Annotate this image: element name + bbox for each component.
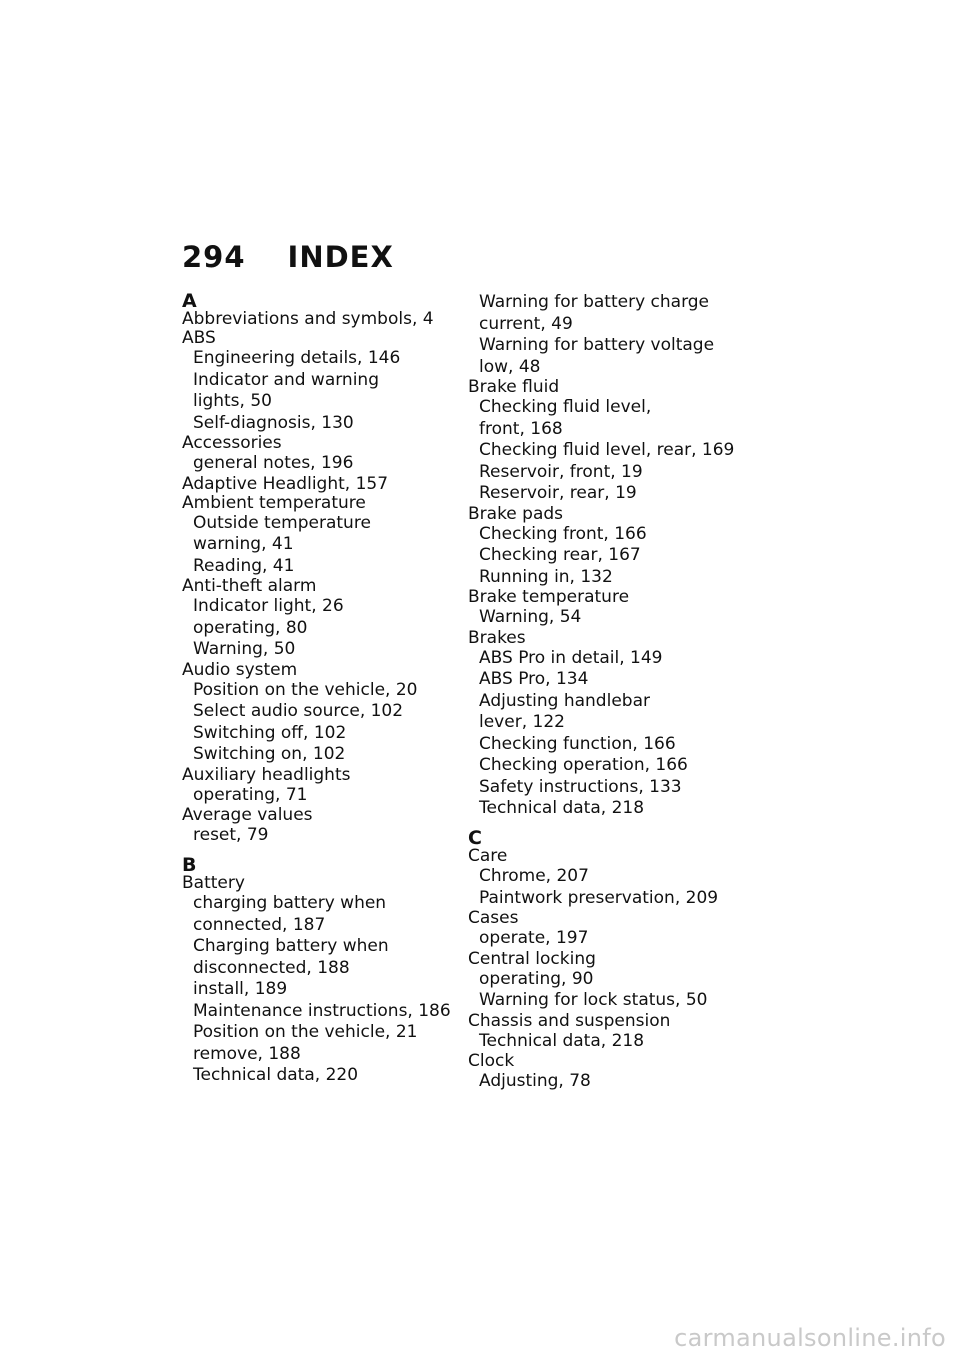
- index-subentry: Checking fluid level,: [479, 397, 652, 417]
- index-subentry: Warning for battery voltage: [479, 335, 715, 355]
- index-subentry: Technical data, 218: [479, 798, 645, 818]
- index-subentry: Position on the vehicle, 21: [193, 1022, 418, 1042]
- index-subentry: Checking function, 166: [479, 733, 676, 754]
- index-subentry: warning, 41: [193, 534, 294, 554]
- page-title: INDEX: [287, 240, 394, 274]
- index-subentry: lights, 50: [193, 391, 272, 411]
- index-subentry: Safety instructions, 133: [479, 776, 682, 797]
- index-entry: Ambient temperature: [182, 492, 366, 513]
- index-subentry: Paintwork preservation, 209: [479, 887, 719, 908]
- section-letter: B: [182, 854, 197, 876]
- index-subentry: ABS Pro in detail, 149: [479, 647, 663, 668]
- index-subentry: Adjusting, 78: [479, 1071, 591, 1091]
- index-subentry: Maintenance instructions, 186: [193, 1000, 451, 1021]
- index-subentry: remove, 188: [193, 1043, 301, 1064]
- index-subentry: Checking operation, 166: [479, 755, 688, 775]
- index-entry: Chassis and suspension: [468, 1010, 671, 1031]
- index-subentry: Chrome, 207: [479, 866, 589, 886]
- page-number: 294: [182, 240, 246, 274]
- page-header: [182, 240, 394, 274]
- index-entry: Audio system: [182, 659, 298, 680]
- index-subentry: Warning, 50: [193, 639, 296, 659]
- index-entry: Clock: [468, 1051, 515, 1071]
- index-subentry: connected, 187: [193, 914, 326, 935]
- index-subentry: reset, 79: [193, 825, 269, 845]
- index-subentry: Outside temperature: [193, 512, 371, 533]
- index-subentry: operating, 71: [193, 784, 308, 805]
- index-subentry: front, 168: [479, 418, 563, 439]
- index-entry: Brakes: [468, 627, 526, 648]
- index-subentry: ABS Pro, 134: [479, 669, 589, 689]
- index-subentry: current, 49: [479, 313, 573, 334]
- index-subentry: Reservoir, rear, 19: [479, 483, 637, 503]
- index-column-right: [468, 292, 748, 1093]
- index-subentry: operating, 90: [479, 968, 594, 989]
- index-subentry: Warning, 54: [479, 607, 582, 627]
- index-entry: Brake fluid: [468, 377, 560, 397]
- index-subentry: Indicator and warning: [193, 369, 379, 390]
- section-letter: A: [182, 290, 197, 312]
- section-letter: C: [468, 827, 482, 849]
- index-subentry: Checking rear, 167: [479, 545, 641, 565]
- index-column-left: [182, 292, 457, 1087]
- index-subentry: Checking fluid level, rear, 169: [479, 440, 735, 460]
- index-subentry: Technical data, 218: [479, 1030, 645, 1051]
- index-entry: Adaptive Headlight, 157: [182, 473, 389, 494]
- index-subentry: general notes, 196: [193, 453, 354, 473]
- index-entry: Accessories: [182, 433, 282, 453]
- index-subentry: Warning for battery charge: [479, 292, 710, 312]
- index-subentry: Switching on, 102: [193, 744, 346, 764]
- index-entry: Battery: [182, 873, 245, 893]
- index-entry: Care: [468, 846, 508, 866]
- index-subentry: Adjusting handlebar: [479, 690, 650, 711]
- index-subentry: Select audio source, 102: [193, 701, 404, 721]
- index-subentry: Indicator light, 26: [193, 596, 344, 616]
- index-subentry: Checking front, 166: [479, 523, 647, 544]
- index-subentry: lever, 122: [479, 712, 565, 732]
- index-subentry: Reservoir, front, 19: [479, 461, 643, 482]
- index-subentry: disconnected, 188: [193, 957, 350, 978]
- index-subentry: Reading, 41: [193, 555, 295, 576]
- index-entry: Brake pads: [468, 503, 564, 524]
- index-entry: Auxiliary headlights: [182, 764, 351, 785]
- index-subentry: Warning for lock status, 50: [479, 990, 708, 1010]
- index-entry: ABS: [182, 328, 216, 348]
- index-subentry: Self-diagnosis, 130: [193, 412, 354, 433]
- index-entry: Cases: [468, 908, 519, 928]
- index-entry: Abbreviations and symbols, 4: [182, 309, 434, 329]
- index-subentry: charging battery when: [193, 893, 387, 913]
- index-entry: Average values: [182, 805, 313, 825]
- index-subentry: install, 189: [193, 979, 288, 999]
- index-subentry: Charging battery when: [193, 936, 389, 956]
- index-subentry: Position on the vehicle, 20: [193, 679, 418, 700]
- index-subentry: Switching off, 102: [193, 722, 347, 743]
- index-subentry: low, 48: [479, 356, 541, 377]
- index-subentry: Technical data, 220: [193, 1065, 359, 1085]
- watermark: carmanualsonline.info: [674, 1324, 946, 1352]
- index-entry: Central locking: [468, 948, 596, 969]
- index-subentry: operate, 197: [479, 928, 589, 948]
- index-subentry: Running in, 132: [479, 566, 613, 587]
- index-subentry: operating, 80: [193, 617, 308, 638]
- index-entry: Brake temperature: [468, 587, 630, 607]
- index-subentry: Engineering details, 146: [193, 348, 401, 368]
- index-entry: Anti-theft alarm: [182, 576, 317, 596]
